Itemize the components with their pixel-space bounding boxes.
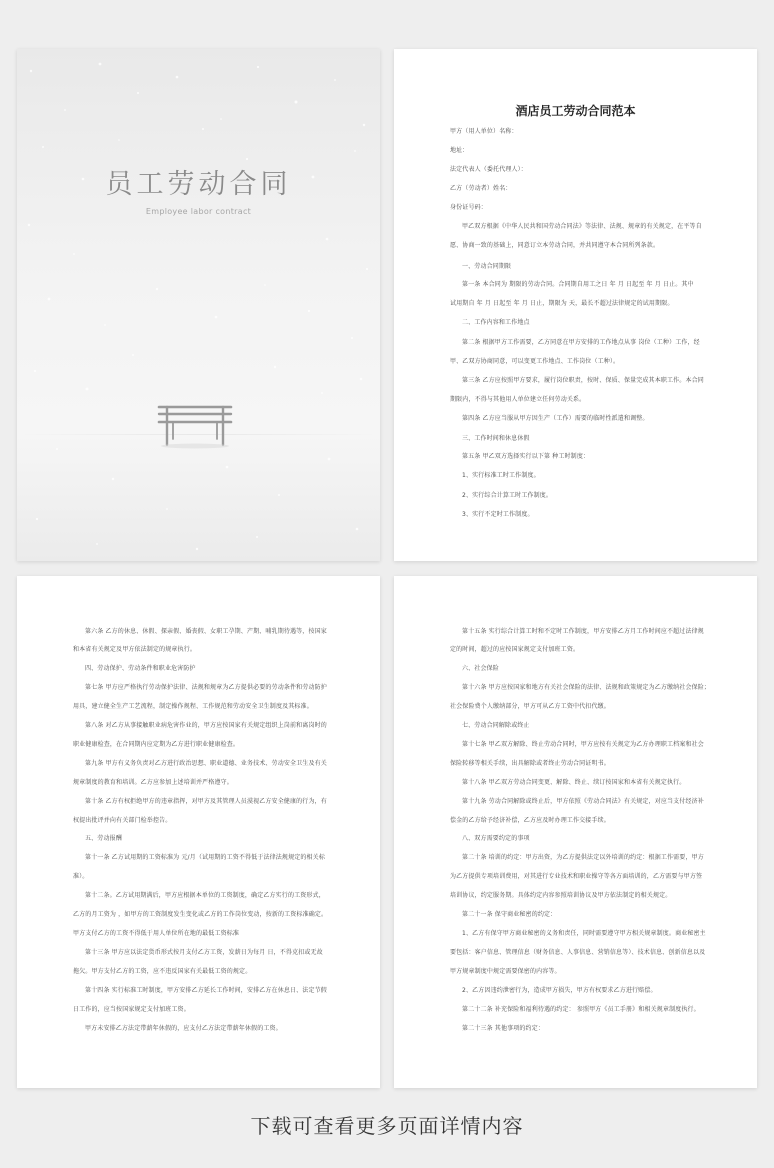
document-line: 甲乙双方根据《中华人民共和国劳动合同法》等法律、法规、规章的有关规定，在平等自 [462, 223, 702, 230]
document-line: 保险转移等相关手续，出具解除或者终止劳动合同证明书。 [450, 760, 610, 767]
document-line: 身份证号码： [450, 204, 487, 211]
document-line: 第十一条 乙方试用期的工资标准为 元/月（试用期的工资不得低于法律法规规定的相关标 [85, 854, 325, 861]
document-line: 第五条 甲乙双方选择实行以下第 种工时制度： [462, 453, 590, 460]
document-line: 第十九条 劳动合同解除或终止后，甲方依照《劳动合同法》有关规定，对应当支付经济补 [462, 798, 704, 805]
document-line: 准）。 [73, 873, 89, 880]
snow-texture [17, 49, 380, 561]
cover-page [17, 49, 380, 561]
document-line: 期限内，不得与其他用人单位建立任何劳动关系。 [450, 396, 586, 403]
document-line: 第二十一条 保守商业秘密的约定： [462, 911, 557, 918]
document-line: 社会保险费个人缴纳部分，甲方可从乙方工资中代扣代缴。 [450, 703, 610, 710]
document-line: 第二条 根据甲方工作需要，乙方同意在甲方安排的工作地点从事 岗位（工种）工作，经 [462, 339, 700, 346]
document-line: 2、实行综合计算工时工作制度。 [462, 492, 553, 499]
document-line: 要包括：客户信息、管理信息（财务信息、人事信息、营销信息等）、技术信息、创新信息以及 [450, 949, 706, 956]
document-line: 第六条 乙方的休息、休假、探亲假、婚丧假、女职工孕期、产期、哺乳期待遇等，按国家 [85, 628, 327, 635]
document-line: 3、实行不定时工作制度。 [462, 511, 534, 518]
bench-illustration [155, 401, 235, 451]
document-line: 第二十条 培训的约定：甲方出资，为乙方提供法定以外培训的约定：根据工作需要，甲方 [462, 854, 704, 861]
document-line: 第十条 乙方有权拒绝甲方的违章指挥，对甲方及其管理人员漠视乙方安全健康的行为，有 [85, 798, 327, 805]
document-line: 乙方（劳动者）姓名： [450, 185, 512, 192]
document-line: 培训协议，约定服务期。具体约定内容参照培训协议及甲方依法制定的相关规定。 [450, 892, 672, 899]
document-line: 第十六条 甲方应按国家和地方有关社会保险的法律、法规和政策规定为乙方缴纳社会保险； [462, 684, 711, 691]
document-line: 日工作的，应当按国家规定支付加班工资。 [73, 1006, 190, 1013]
document-line: 第十二条。乙方试用期满后，甲方应根据本单位的工资制度，确定乙方实行的工资形式， [85, 892, 325, 899]
document-line: 第二十二条 补充保险和福利待遇的约定： 参照甲方《员工手册》和相关规章制度执行。 [462, 1006, 700, 1013]
document-line: 四、劳动保护、劳动条件和职业危害防护 [85, 665, 196, 672]
document-line: 第二十三条 其他事项的约定： [462, 1025, 545, 1032]
document-line: 试用期自 年 月 日起至 年 月 日止，期限为 天，最长不超过法律规定的试用期限。 [450, 300, 674, 307]
document-line: 甲、乙双方协商同意，可以变更工作地点、工作岗位（工种）。 [450, 358, 620, 365]
document-page-3 [394, 576, 757, 1088]
document-line: 和本省有关规定及甲方依法制定的规章执行。 [73, 646, 197, 653]
document-line: 二、工作内容和工作地点 [462, 319, 530, 326]
document-line: 第十八条 甲乙双方劳动合同变更、解除、终止、续订按国家和本省有关规定执行。 [462, 779, 686, 786]
document-line: 第八条 对乙方从事接触职业病危害作业的，甲方应按国家有关规定组织上岗前和离岗时的 [85, 722, 327, 729]
document-line: 七、劳动合同解除或终止 [462, 722, 530, 729]
document-line: 愿、协商一致的基础上，同意订立本劳动合同，并共同遵守本合同所列条款。 [450, 242, 660, 249]
document-line: 第十七条 甲乙双方解除、终止劳动合同时，甲方应按有关规定为乙方办理职工档案和社会 [462, 741, 704, 748]
document-line: 规章制度的教育和培训。乙方应参加上述培训并严格遵守。 [73, 779, 233, 786]
document-line: 第七条 甲方应严格执行劳动保护法律、法规和规章为乙方提供必要的劳动条件和劳动防护 [85, 684, 327, 691]
document-line: 第十五条 实行综合计算工时和不定时工作制度，甲方安排乙方月工作时间应不超过法律规 [462, 628, 704, 635]
document-line: 1、乙方有保守甲方商业秘密的义务和责任，同时需要遵守甲方相关规章制度。商业秘密主 [462, 930, 706, 937]
document-line: 乙方的月工资为 ，如甲方的工资制度发生变化或乙方的工作岗位变动，按新的工资标准确定。 [73, 911, 328, 918]
document-line: 偿金的乙方给予经济补偿，乙方应及时办理工作交接手续。 [450, 817, 610, 824]
document-line: 权提出批评并向有关部门检举控告。 [73, 817, 172, 824]
cover-title: 员工劳动合同 [105, 169, 292, 200]
cover-subtitle: Employee labor contract [145, 207, 252, 216]
document-line: 六、社会保险 [462, 665, 499, 672]
document-line: 甲方规章制度中规定需要保密的内容等。 [450, 968, 561, 975]
document-line: 为乙方提供专项培训费用，对其进行专业技术和职业操守等各方面培训的，乙方需要与甲方签 [450, 873, 703, 880]
document-line: 三、工作时间和休息休假 [462, 435, 530, 442]
document-page-1 [394, 49, 757, 561]
document-line: 八、双方需要约定的事项 [462, 835, 530, 842]
document-line: 法定代表人（委托代理人）： [450, 166, 527, 173]
document-line: 第一条 本合同为 期限的劳动合同。合同期自用工之日 年 月 日起至 年 月 日止。其中 [462, 281, 694, 288]
document-line: 第九条 甲方有义务负责对乙方进行政治思想、职业道德、业务技术、劳动安全卫生及有关 [85, 760, 327, 767]
document-line: 甲方支付乙方的工资不得低于用人单位所在地的最低工资标准 [73, 930, 240, 937]
document-line: 2、乙方因违约泄密行为，造成甲方损失，甲方有权要求乙方进行赔偿。 [462, 987, 657, 994]
document-line: 定的时间，超过的应按国家规定支付加班工资。 [450, 646, 580, 653]
document-line: 职业健康检查，在合同期内应定期为乙方进行职业健康检查。 [73, 741, 240, 748]
document-line: 甲方未安排乙方法定带薪年休假的，应支付乙方法定带薪年休假的工资。 [85, 1025, 282, 1032]
document-line: 第三条 乙方应按照甲方要求，履行岗位职责，按时、保质、保量完成其本职工作。本合同 [462, 377, 704, 384]
document-line: 一、劳动合同期限 [462, 263, 512, 270]
document-line: 五、劳动报酬 [85, 835, 122, 842]
document-line: 甲方（用人单位）名称： [450, 128, 518, 135]
document-page-2 [17, 576, 380, 1088]
document-line: 第四条 乙方应当服从甲方因生产（工作）需要的临时性派遣和调整。 [462, 415, 649, 422]
document-line: 地址： [450, 147, 469, 154]
document-line: 用具，建立健全生产工艺流程，制定操作规程、工作规范和劳动安全卫生制度及其标准。 [73, 703, 313, 710]
document-line: 第十三条 甲方应以法定货币形式按月支付乙方工资，发薪日为每月 日，不得克扣或无故 [85, 949, 323, 956]
document-line: 拖欠。甲方支付乙方的工资，应不违反国家有关最低工资的规定。 [73, 968, 252, 975]
document-line: 第十四条 实行标准工时制度，甲方安排乙方延长工作时间，安排乙方在休息日、法定节假 [85, 987, 327, 994]
document-line: 1、实行标准工时工作制度。 [462, 472, 540, 479]
footer-caption: 下载可查看更多页面详情内容 [250, 1114, 524, 1138]
document-title: 酒店员工劳动合同范本 [515, 104, 636, 118]
